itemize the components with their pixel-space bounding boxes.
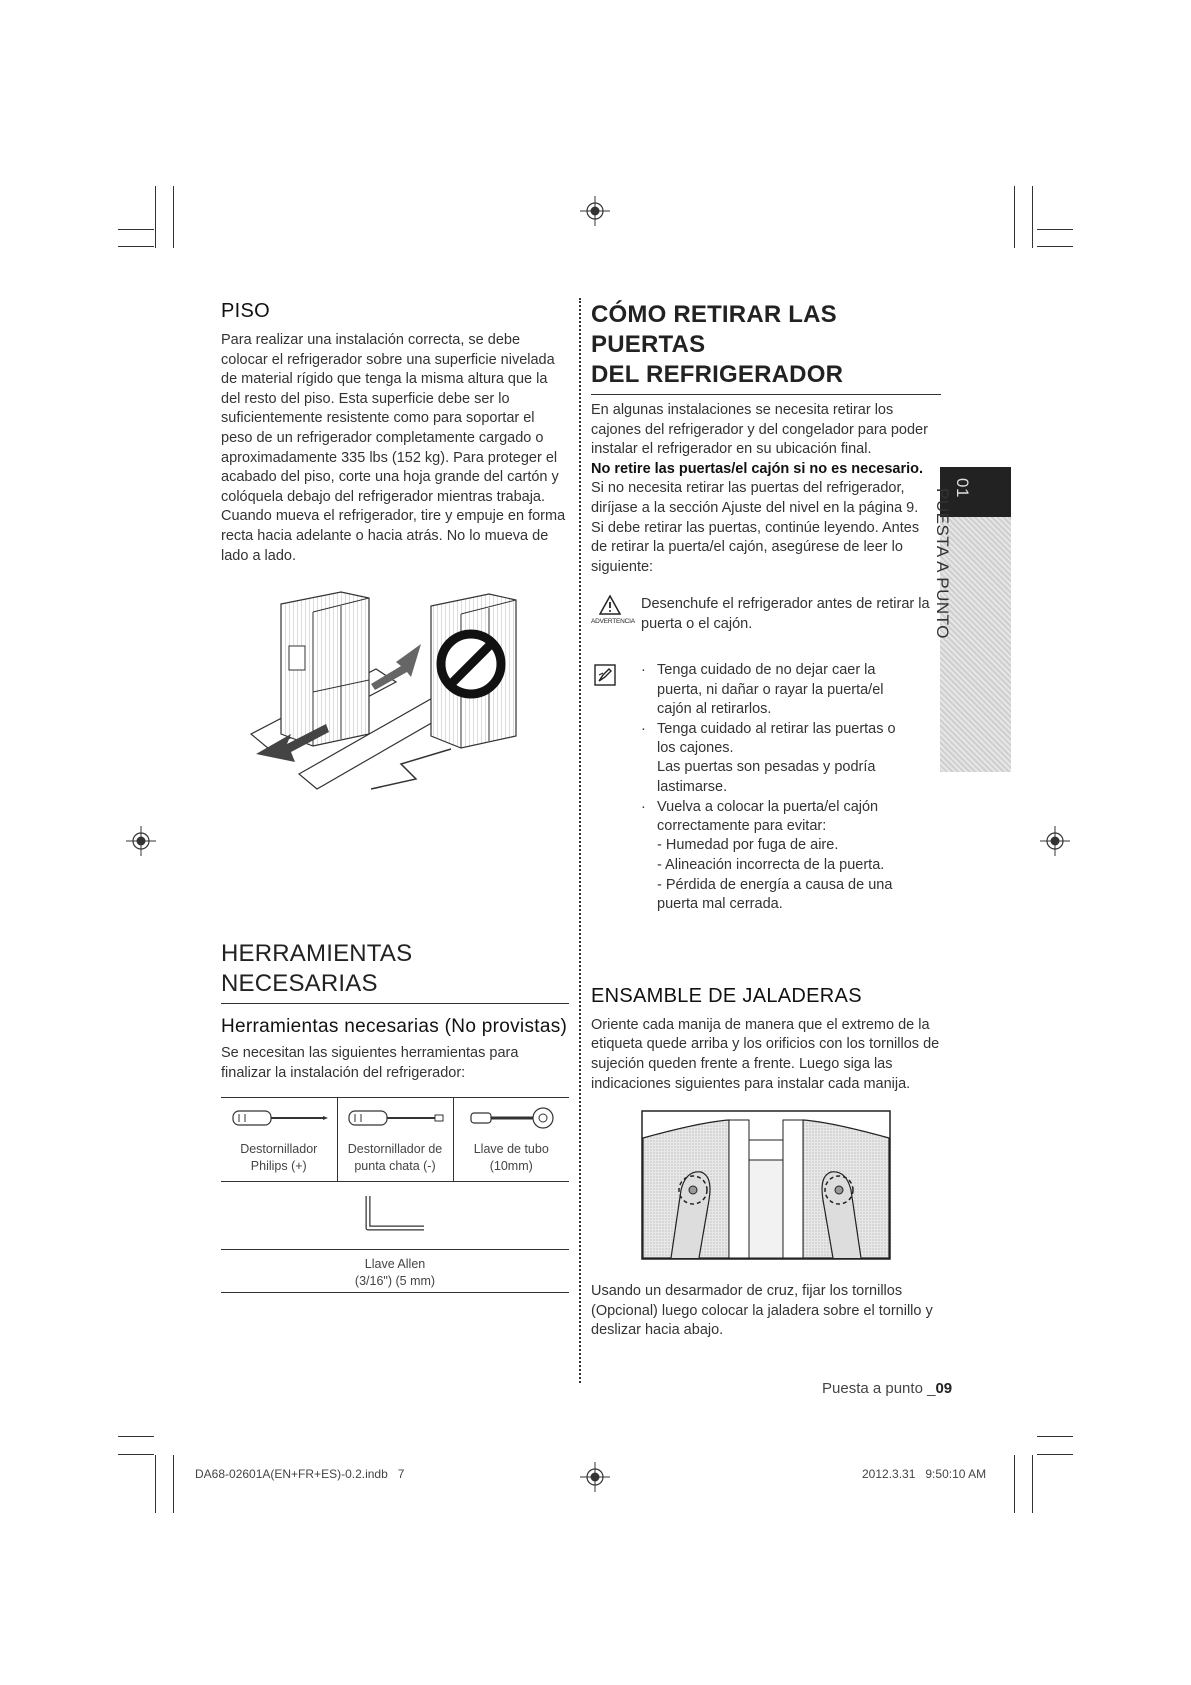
- note-item: · Tenga cuidado de no dejar caer la puerta, ni dañar o rayar la puerta/el cajón al retirarlos.: [639, 661, 909, 719]
- note-list: [639, 661, 909, 758]
- page-footer: [822, 1380, 952, 1397]
- note-item: · Vuelva a colocar la puerta/el cajón correctamente para evitar:: [639, 798, 909, 837]
- herramientas-subheading: Herramientas necesarias (No provistas): [221, 1016, 568, 1038]
- chapter-tab-label: [933, 478, 972, 648]
- chapter-number: 01: [953, 478, 972, 498]
- allen-key-cell: [221, 1182, 569, 1293]
- registration-mark-icon: [580, 1462, 610, 1492]
- puertas-heading-line1: CÓMO RETIRAR LAS PUERTAS: [591, 301, 837, 358]
- registration-mark-icon: [126, 826, 156, 856]
- tool-label: (3/16") (5 mm): [354, 1274, 436, 1289]
- column-divider: [579, 298, 581, 1383]
- handle-assembly-illustration: [641, 1110, 891, 1260]
- page-number: 09: [935, 1380, 953, 1397]
- avoid-item: - Pérdida de energía a causa de una puerta mal cerrada.: [657, 876, 893, 913]
- allen-row: [221, 1182, 569, 1293]
- note-list-2: [639, 798, 909, 837]
- tools-row: [221, 1098, 569, 1182]
- flat-screwdriver-icon: [345, 1106, 445, 1130]
- tool-label: Destornillador: [240, 1142, 318, 1157]
- allen-key-icon: [360, 1194, 430, 1234]
- print-file-name: DA68-02601A(EN+FR+ES)-0.2.indb 7: [195, 1467, 405, 1481]
- crop-mark: [1032, 1455, 1033, 1513]
- puertas-rule: [591, 394, 941, 395]
- registration-mark-icon: [580, 196, 610, 226]
- crop-mark: [118, 1436, 154, 1437]
- avoid-list: [657, 836, 917, 914]
- crop-mark: [1037, 1454, 1073, 1455]
- crop-mark: [1014, 1455, 1015, 1513]
- socket-wrench-icon: [461, 1104, 561, 1132]
- phillips-screwdriver-cell: [221, 1098, 337, 1182]
- tools-table: [221, 1097, 569, 1293]
- puertas-intro: En algunas instalaciones se necesita retirar los cajones del refrigerador y del congelador para poder instalar el refrigerador en su ubicación final.: [591, 402, 928, 458]
- crop-mark: [1037, 246, 1073, 247]
- crop-mark: [1032, 186, 1033, 248]
- crop-mark: [155, 1455, 156, 1513]
- tool-label: Llave de tubo: [473, 1142, 549, 1157]
- page-section: Puesta a punto _: [822, 1380, 936, 1397]
- socket-wrench-cell: [453, 1098, 569, 1182]
- warning-block: [591, 595, 941, 643]
- fridge-moving-illustration: [221, 584, 569, 809]
- crop-mark: [118, 246, 154, 247]
- crop-mark: [118, 229, 154, 230]
- herramientas-heading: HERRAMIENTAS NECESARIAS: [221, 940, 413, 998]
- avoid-item: - Humedad por fuga de aire.: [657, 837, 839, 854]
- phillips-screwdriver-icon: [229, 1106, 329, 1130]
- flat-screwdriver-cell: [337, 1098, 453, 1182]
- piso-heading: PISO: [221, 300, 270, 322]
- tool-label: Llave Allen: [364, 1257, 426, 1272]
- jaladeras-intro: Oriente cada manija de manera que el extremo de la etiqueta quede arriba y los orificios con los tornillos de sujeción queden frente a frente. Luego siga las indicaciones siguientes para instalar cada manija.: [591, 1016, 940, 1092]
- left-column: [221, 300, 569, 1293]
- tool-label: punta chata (-): [354, 1159, 436, 1174]
- chapter-title: PUESTA A PUNTO: [933, 488, 952, 639]
- crop-mark: [118, 1454, 154, 1455]
- print-timestamp: 2012.3.31 9:50:10 AM: [862, 1467, 987, 1481]
- warning-triangle-icon: [599, 595, 621, 615]
- piso-paragraph: Para realizar una instalación correcta, se debe colocar el refrigerador sobre una superficie nivelada de material rígido que tenga la misma altura que la del resto del piso. Esta superficie debe ser lo suficientemente resistente como para soportar el peso de un refrigerador completamente cargado o aproximadamente 335 lbs (152 kg). Para proteger el acabado del piso, corte una hoja grande del cartón y colóquela debajo del refrigerador mientras trabaja. Cuando mueva el refrigerador, tire y empuje en forma recta hacia adelante o hacia atrás. No lo mueva de lado a lado.: [221, 332, 566, 564]
- crop-mark: [1014, 186, 1015, 248]
- note-item: · Tenga cuidado al retirar las puertas o los cajones.: [639, 720, 909, 759]
- crop-mark: [1037, 1436, 1073, 1437]
- tool-label: Destornillador de: [347, 1142, 443, 1157]
- note-icon: [593, 663, 617, 687]
- herramientas-intro: Se necesitan las siguientes herramientas para finalizar la instalación del refrigerador:: [221, 1045, 519, 1081]
- warning-label: ADVERTENCIA: [591, 618, 635, 626]
- right-column: [591, 300, 941, 1341]
- crop-mark: [173, 1455, 174, 1513]
- herramientas-rule: [221, 1003, 569, 1004]
- puertas-heading-line2: DEL REFRIGERADOR: [591, 361, 844, 388]
- warning-text: Desenchufe el refrigerador antes de retirar la puerta o el cajón.: [641, 596, 930, 632]
- tool-label: (10mm): [489, 1159, 533, 1174]
- crop-mark: [155, 186, 156, 248]
- note-block: [591, 661, 941, 914]
- puertas-instructions: Si no necesita retirar las puertas del refrigerador, diríjase a la sección Ajuste del nivel en la página 9. Si debe retirar las puertas, continúe leyendo. Antes de retirar la puerta/el cajón, asegúrese de leer lo siguiente:: [591, 480, 920, 575]
- crop-mark: [173, 186, 174, 248]
- avoid-item: - Alineación incorrecta de la puerta.: [657, 856, 885, 873]
- registration-mark-icon: [1040, 826, 1070, 856]
- jaladeras-heading: ENSAMBLE DE JALADERAS: [591, 984, 862, 1007]
- puertas-warning-bold: No retire las puertas/el cajón si no es necesario.: [591, 460, 924, 477]
- note-extra: Las puertas son pesadas y podría lastimarse.: [657, 759, 876, 795]
- crop-mark: [1037, 229, 1073, 230]
- jaladeras-instructions: Usando un desarmador de cruz, fijar los tornillos (Opcional) luego colocar la jaladera sobre el tornillo y deslizar hacia abajo.: [591, 1283, 933, 1339]
- tool-label: Philips (+): [250, 1159, 307, 1174]
